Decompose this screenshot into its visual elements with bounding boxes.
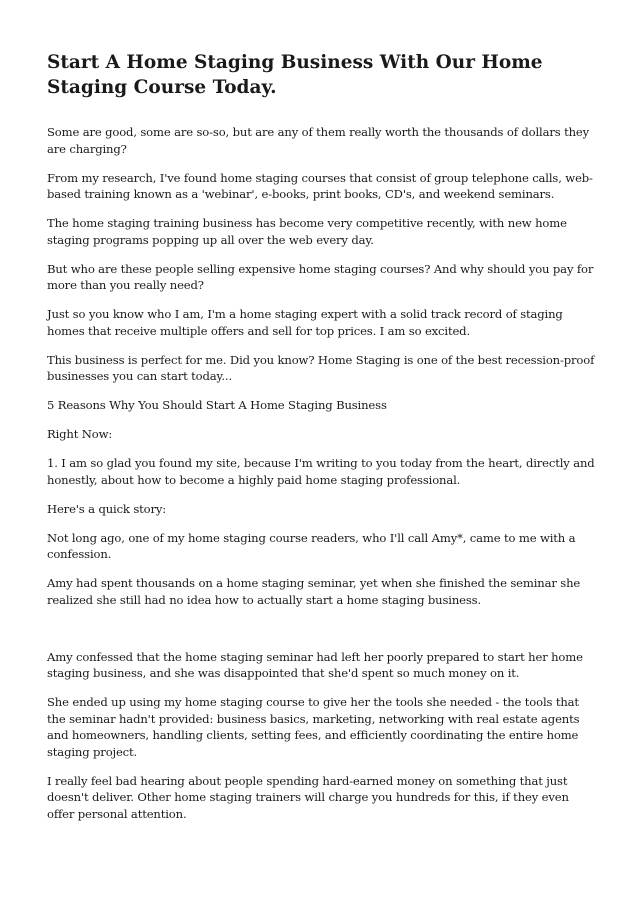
paragraph: This business is perfect for me. Did you know? Home Staging is one of the best recession-proof businesses you can start today... bbox=[47, 352, 595, 383]
paragraph: But who are these people selling expensive home staging courses? And why should you pay for more than you really need? bbox=[47, 261, 594, 292]
document-title: Start A Home Staging Business With Our Home Staging Course Today. bbox=[47, 52, 543, 98]
paragraph: Right Now: bbox=[47, 427, 113, 441]
blank-space bbox=[47, 621, 595, 649]
paragraph: 1. I am so glad you found my site, because I'm writing to you today from the heart, directly and honestly, about how to become a highly paid home staging professional. bbox=[47, 456, 595, 487]
section-heading: 5 Reasons Why You Should Start A Home Staging Business bbox=[47, 398, 387, 412]
paragraph: From my research, I've found home staging courses that consist of group telephone calls, web-based training known as a 'webinar', e-books, print books, CD's, and weekend seminars. bbox=[47, 170, 593, 201]
paragraph: Amy confessed that the home staging seminar had left her poorly prepared to start her home staging business, and she was disappointed that she'd spent so much money on it. bbox=[47, 649, 583, 680]
paragraph: Some are good, some are so-so, but are any of them really worth the thousands of dollars they are charging? bbox=[47, 125, 590, 156]
paragraph: The home staging training business has become very competitive recently, with new home staging programs popping up all over the web every day. bbox=[47, 216, 567, 247]
paragraph: Not long ago, one of my home staging course readers, who I'll call Amy*, came to me with a confession. bbox=[47, 530, 576, 561]
paragraph: Amy had spent thousands on a home staging seminar, yet when she finished the seminar she realized she still had no idea how to actually start a home staging business. bbox=[47, 576, 581, 607]
paragraph: Just so you know who I am, I'm a home staging expert with a solid track record of staging homes that receive multiple offers and sell for top prices. I am so excited. bbox=[47, 307, 563, 338]
paragraph: Here's a quick story: bbox=[47, 501, 167, 516]
paragraph: She ended up using my home staging course to give her the tools she needed - the tools that the seminar hadn't provided: business basics, marketing, networking with real estate agents and homeowners, handling clients, setting fees, and efficiently coordinating the entire home staging project. bbox=[47, 695, 580, 759]
paragraph: I really feel bad hearing about people spending hard-earned money on something that just doesn't deliver. Other home staging trainers will charge you hundreds for this, if they even offer personal attention. bbox=[47, 773, 569, 821]
document-page bbox=[47, 50, 595, 835]
